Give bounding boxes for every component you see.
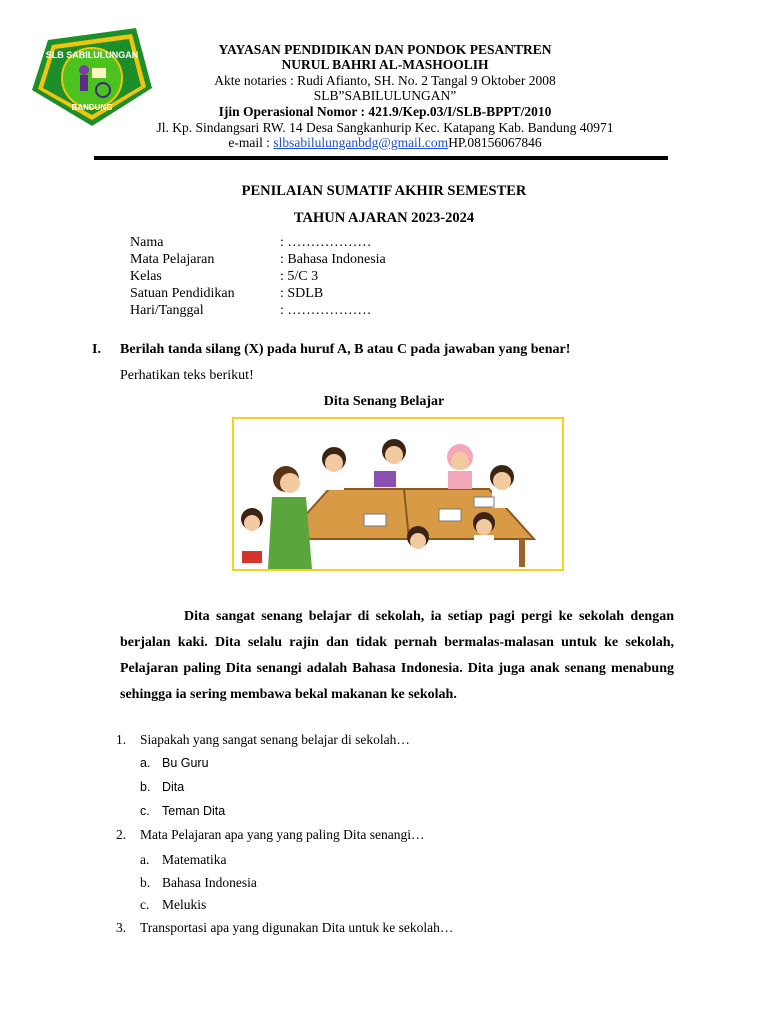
section-instruction: Berilah tanda silang (X) pada huruf A, B atau C pada jawaban yang benar!: [120, 342, 571, 357]
student-info: [130, 234, 386, 319]
contact-line: [140, 135, 630, 150]
story-title: Dita Senang Belajar: [323, 394, 445, 409]
logo-figure-head: [79, 65, 89, 75]
student-figure: [374, 439, 406, 487]
open-book: [474, 497, 494, 507]
student-figure: [407, 526, 429, 567]
option-text: Dita: [162, 780, 185, 794]
open-book: [439, 509, 461, 521]
school-name: SLB”SABILULUNGAN”: [313, 88, 457, 103]
logo-figure-body: [80, 75, 88, 91]
academic-year: TAHUN AJARAN 2023-2024: [293, 210, 475, 226]
info-row-subject: Mata Pelajaran : Bahasa Indonesia: [130, 252, 386, 267]
operational-permit: Ijin Operasional Nomor : 421.9/Kep.03/I/SLB-BPPT/2010: [218, 104, 552, 119]
address: Jl. Kp. Sindangsari RW. 14 Desa Sangkanhurip Kec. Katapang Kab. Bandung 40971: [156, 120, 614, 135]
question-number: 1.: [116, 732, 127, 747]
question-text: Transportasi apa yang digunakan Dita untuk ke sekolah…: [140, 920, 454, 935]
school-logo: [28, 18, 156, 130]
teacher-figure: [268, 466, 312, 569]
question-number: 3.: [116, 920, 127, 935]
email-label: e-mail :: [228, 135, 274, 150]
header-divider: [94, 156, 668, 160]
classroom-drawing: [234, 419, 562, 569]
option-letter: a.: [140, 852, 150, 867]
logo-bottom-text: BANDUNG: [71, 103, 113, 112]
email-link[interactable]: slbsabilulunganbdg@gmail.com: [273, 135, 449, 150]
pesantren-name: NURUL BAHRI AL-MASHOOLIH: [281, 57, 489, 72]
info-row-class: Kelas : 5/C 3: [130, 269, 319, 284]
open-book: [364, 514, 386, 526]
option-letter: c.: [140, 897, 150, 912]
question-text: Mata Pelajaran apa yang yang paling Dita senangi…: [140, 827, 425, 842]
student-figure: [447, 444, 473, 489]
option-letter: b.: [140, 875, 151, 890]
option-letter: c.: [140, 804, 150, 818]
table-leg: [519, 539, 525, 567]
option-letter: a.: [140, 756, 151, 770]
info-row-date: Hari/Tanggal : ………………: [130, 303, 372, 318]
info-row-name: Nama : ………………: [130, 235, 372, 250]
student-figure: [241, 508, 263, 563]
foundation-name: YAYASAN PENDIDIKAN DAN PONDOK PESANTREN: [218, 42, 552, 57]
story-paragraph: Dita sangat senang belajar di sekolah, ia setiap pagi pergi ke sekolah dengan berjalan kaki. Dita selalu rajin dan tidak pernah bermalas-malasan untuk ke sekolah, Pelajaran paling Dita senangi adalah Bahasa Indonesia. Dita juga anak senang menabung sehingga ia sering membawa bekal makanan ke sekolah.: [120, 609, 674, 702]
exam-title: PENILAIAN SUMATIF AKHIR SEMESTER: [241, 183, 527, 199]
option-text: Bu Guru: [162, 756, 209, 770]
option-text: Matematika: [162, 852, 227, 867]
student-figure: [322, 447, 346, 490]
option-text: Melukis: [162, 897, 207, 912]
section-number: I.: [92, 342, 101, 357]
phone-number: HP.08156067846: [448, 135, 542, 150]
option-text: Bahasa Indonesia: [162, 875, 257, 890]
logo-arc-text: SLB SABILULUNGAN: [45, 50, 139, 60]
option-text: Teman Dita: [162, 804, 226, 818]
notary-deed: Akte notaries : Rudi Afianto, SH. No. 2 Tangal 9 Oktober 2008: [214, 73, 556, 88]
question-text: Siapakah yang sangat senang belajar di sekolah…: [140, 732, 410, 747]
logo-book: [92, 68, 106, 78]
section-subinstruction: Perhatikan teks berikut!: [120, 368, 254, 383]
option-letter: b.: [140, 780, 151, 794]
question-number: 2.: [116, 827, 127, 842]
info-row-education-unit: Satuan Pendidikan : SDLB: [130, 286, 324, 301]
classroom-illustration: [232, 417, 564, 571]
